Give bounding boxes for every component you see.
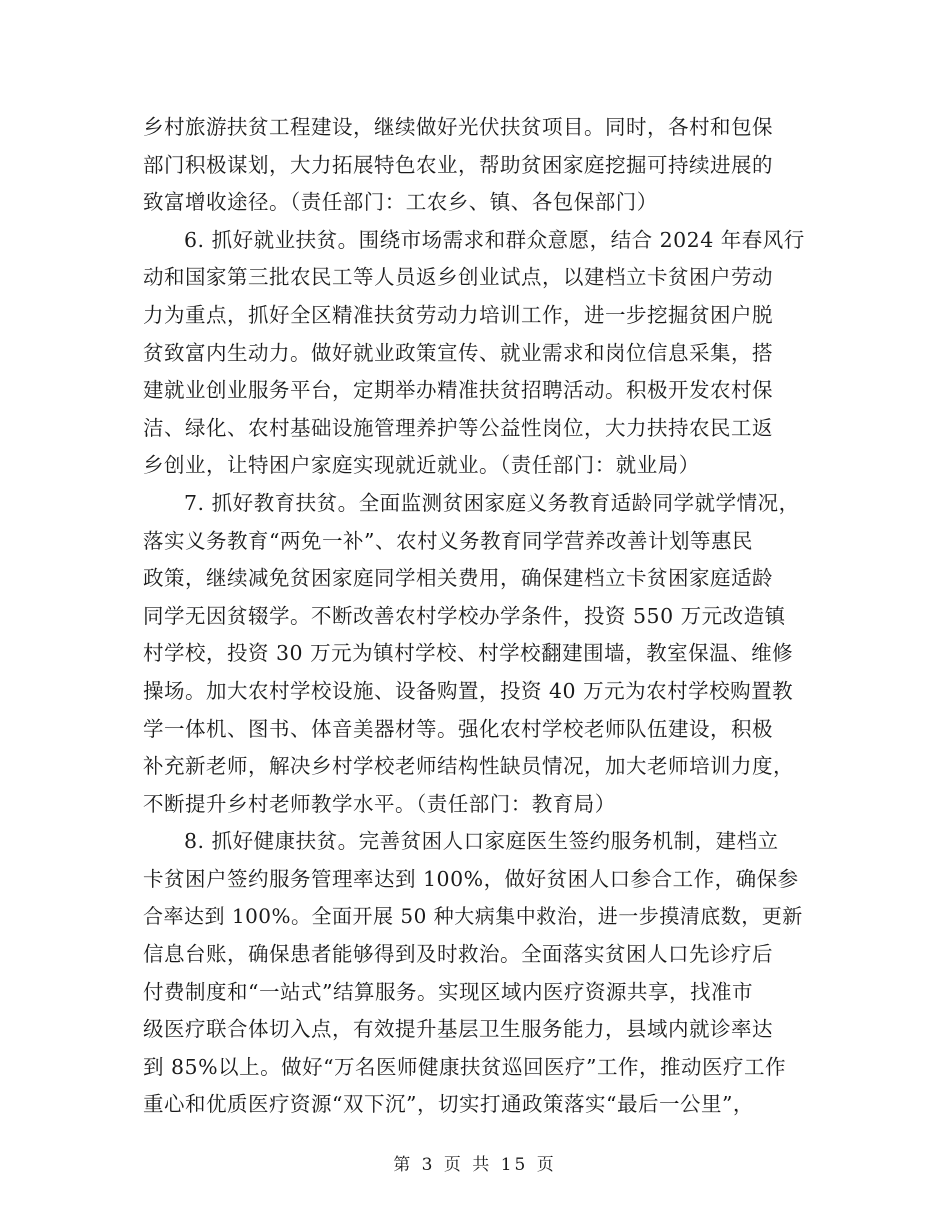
text-line: 重心和优质医疗资源“双下沉”，切实打通政策落实“最后一公里”， — [143, 1092, 754, 1117]
text-line: 卡贫困户签约服务管理率达到 100%，做好贫困人口参合工作，确保参 — [143, 866, 799, 891]
text-line: 不断提升乡村老师教学水平。（责任部门：教育局） — [143, 791, 616, 816]
text-line: 乡创业，让特困户家庭实现就近就业。（责任部门：就业局） — [143, 453, 700, 478]
text-line: 力为重点，抓好全区精准扶贫劳动力培训工作，进一步挖掘贫困户脱 — [143, 302, 773, 327]
document-body — [143, 109, 809, 1124]
text-line: 付费制度和“一站式”结算服务。实现区域内医疗资源共享，找准市 — [143, 979, 753, 1004]
text-line: 级医疗联合体切入点，有效提升基层卫生服务能力，县域内就诊率达 — [143, 1017, 773, 1042]
text-line: 政策，继续减免贫困家庭同学相关费用，确保建档立卡贫困家庭适龄 — [143, 566, 773, 591]
text-line: 建就业创业服务平台，定期举办精准扶贫招聘活动。积极开发农村保 — [143, 378, 773, 403]
text-line: 操场。加大农村学校设施、设备购置，投资 40 万元为农村学校购置教 — [143, 678, 794, 703]
text-line: 合率达到 100%。全面开展 50 种大病集中救治，进一步摸清底数，更新 — [143, 904, 803, 929]
text-line: 部门积极谋划，大力拓展特色农业，帮助贫困家庭挖掘可持续进展的 — [143, 152, 773, 177]
paragraph-first-line: 8. 抓好健康扶贫。完善贫困人口家庭医生签约服务机制，建档立 — [184, 829, 779, 854]
text-line: 致富增收途径。（责任部门：工农乡、镇、各包保部门） — [143, 190, 658, 215]
text-line: 同学无因贫辍学。不断改善农村学校办学条件，投资 550 万元改造镇 — [143, 603, 786, 628]
paragraph-first-line: 6. 抓好就业扶贫。围绕市场需求和群众意愿，结合 2024 年春风行 — [184, 227, 805, 252]
text-line: 补充新老师，解决乡村学校老师结构性缺员情况，加大老师培训力度， — [143, 754, 794, 779]
text-line: 落实义务教育“两免一补”、农村义务教育同学营养改善计划等惠民 — [143, 528, 753, 553]
text-line: 贫致富内生动力。做好就业政策宣传、就业需求和岗位信息采集，搭 — [143, 340, 773, 365]
text-line: 信息台账，确保患者能够得到及时救治。全面落实贫困人口先诊疗后 — [143, 942, 773, 967]
text-line: 动和国家第三批农民工等人员返乡创业试点，以建档立卡贫困户劳动 — [143, 265, 773, 290]
text-line: 学一体机、图书、体音美器材等。强化农村学校老师队伍建设，积极 — [143, 716, 773, 741]
paragraph-first-line: 7. 抓好教育扶贫。全面监测贫困家庭义务教育适龄同学就学情况， — [184, 490, 800, 515]
text-line: 洁、绿化、农村基础设施管理养护等公益性岗位，大力扶持农民工返 — [143, 415, 773, 440]
text-line: 乡村旅游扶贫工程建设，继续做好光伏扶贫项目。同时，各村和包保 — [143, 115, 773, 139]
page-footer: 第 3 页 共 15 页 — [393, 1155, 557, 1175]
text-line: 到 85%以上。做好“万名医师健康扶贫巡回医疗”工作，推动医疗工作 — [143, 1054, 787, 1079]
text-line: 村学校，投资 30 万元为镇村学校、村学校翻建围墙，教室保温、维修 — [143, 641, 794, 666]
